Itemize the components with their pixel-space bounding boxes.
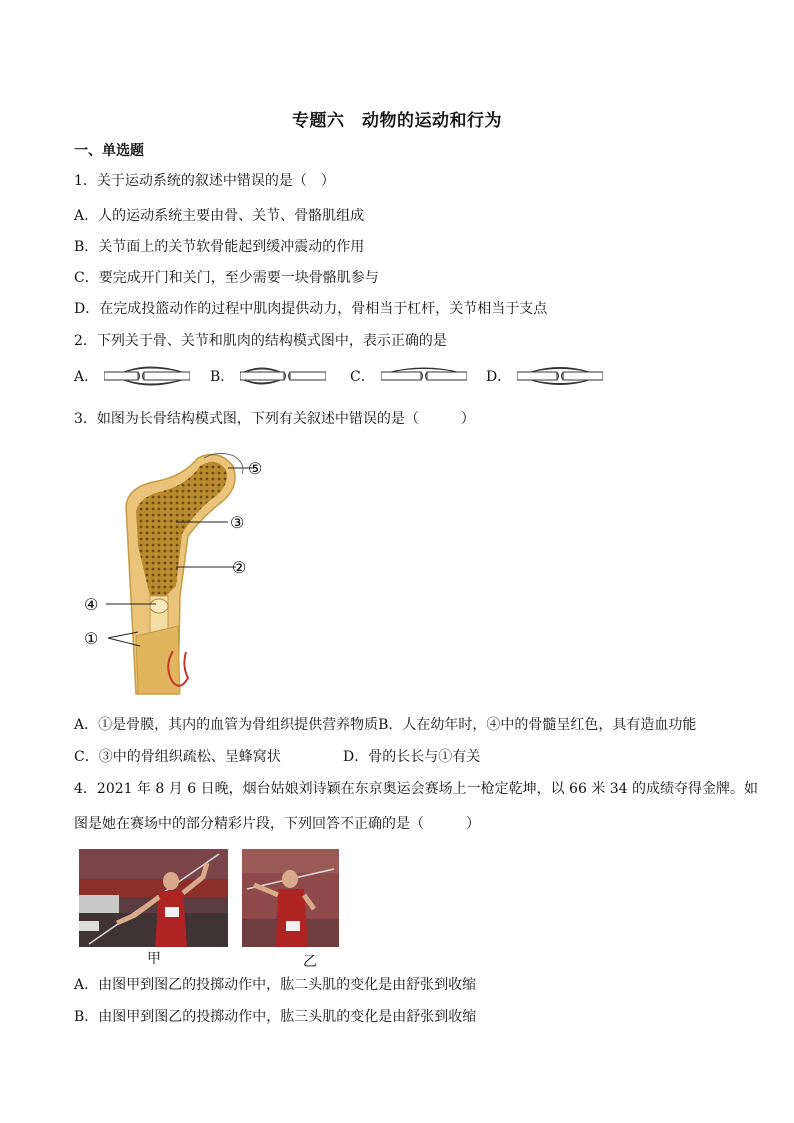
q3-option-d: D．骨的长长与①有关 [343, 749, 481, 765]
q2-option-c-label: C． [350, 369, 375, 385]
joint-diagram-a [104, 364, 190, 388]
q3-stem: 3．如图为长骨结构模式图，下列有关叙述中错误的是（ ） [74, 411, 475, 427]
q1-option-b: B．关节面上的关节软骨能起到缓冲震动的作用 [74, 239, 365, 255]
athlete-photo-1 [79, 849, 228, 947]
page-title: 专题六 动物的运动和行为 [292, 111, 502, 131]
joint-diagram-c [381, 364, 467, 388]
section-heading: 一、单选题 [74, 143, 144, 159]
q1-stem: 1．关于运动系统的叙述中错误的是（ ） [74, 173, 335, 189]
photo-jia [79, 849, 228, 947]
q4-option-b: B．由图甲到图乙的投掷动作中，肱三头肌的变化是由舒张到收缩 [74, 1009, 477, 1025]
q2-option-c [350, 364, 467, 388]
joint-diagram-b [240, 364, 326, 388]
marker-2: ② [232, 558, 247, 577]
photo-yi [242, 849, 339, 947]
q1-option-a: A．人的运动系统主要由骨、关节、骨骼肌组成 [74, 208, 365, 224]
q4-stem-line1: 4．2021 年 8 月 6 日晚，烟台姑娘刘诗颖在东京奥运会赛场上一枪定乾坤，以 66 米 34 的成绩夺得金牌。如 [74, 781, 759, 797]
q2-option-a-label: A． [74, 369, 99, 385]
q1-option-d: D．在完成投篮动作的过程中肌肉提供动力，骨相当于杠杆，关节相当于支点 [74, 301, 548, 317]
q4-option-a: A．由图甲到图乙的投掷动作中，肱二头肌的变化是由舒张到收缩 [74, 977, 477, 993]
q2-option-d-label: D． [486, 369, 512, 385]
q2-options [74, 364, 634, 390]
q2-option-a [74, 364, 190, 388]
q2-option-b [210, 364, 326, 388]
caption-yi: 乙 [303, 954, 317, 970]
q2-option-b-label: B． [210, 369, 235, 385]
q3-option-ab: A．①是骨膜，其内的血管为骨组织提供营养物质B．人在幼年时，④中的骨髓呈红色，具有造血功能 [74, 717, 697, 733]
q4-stem-line2: 图是她在赛场中的部分精彩片段，下列回答不正确的是（ ） [74, 816, 480, 832]
marker-1: ① [84, 629, 99, 648]
q2-option-d [486, 364, 603, 388]
joint-diagram-d [517, 364, 603, 388]
marker-5: ⑤ [248, 459, 263, 478]
marker-4: ④ [84, 595, 99, 614]
marker-3: ③ [230, 513, 245, 532]
q1-option-c: C．要完成开门和关门，至少需要一块骨骼肌参与 [74, 270, 379, 286]
q3-option-c: C．③中的骨组织疏松、呈蜂窝状 [74, 749, 281, 765]
long-bone-diagram [78, 446, 278, 696]
caption-jia: 甲 [147, 951, 161, 967]
q2-stem: 2．下列关于骨、关节和肌肉的结构模式图中，表示正确的是 [74, 333, 447, 349]
athlete-photo-2 [242, 849, 339, 947]
